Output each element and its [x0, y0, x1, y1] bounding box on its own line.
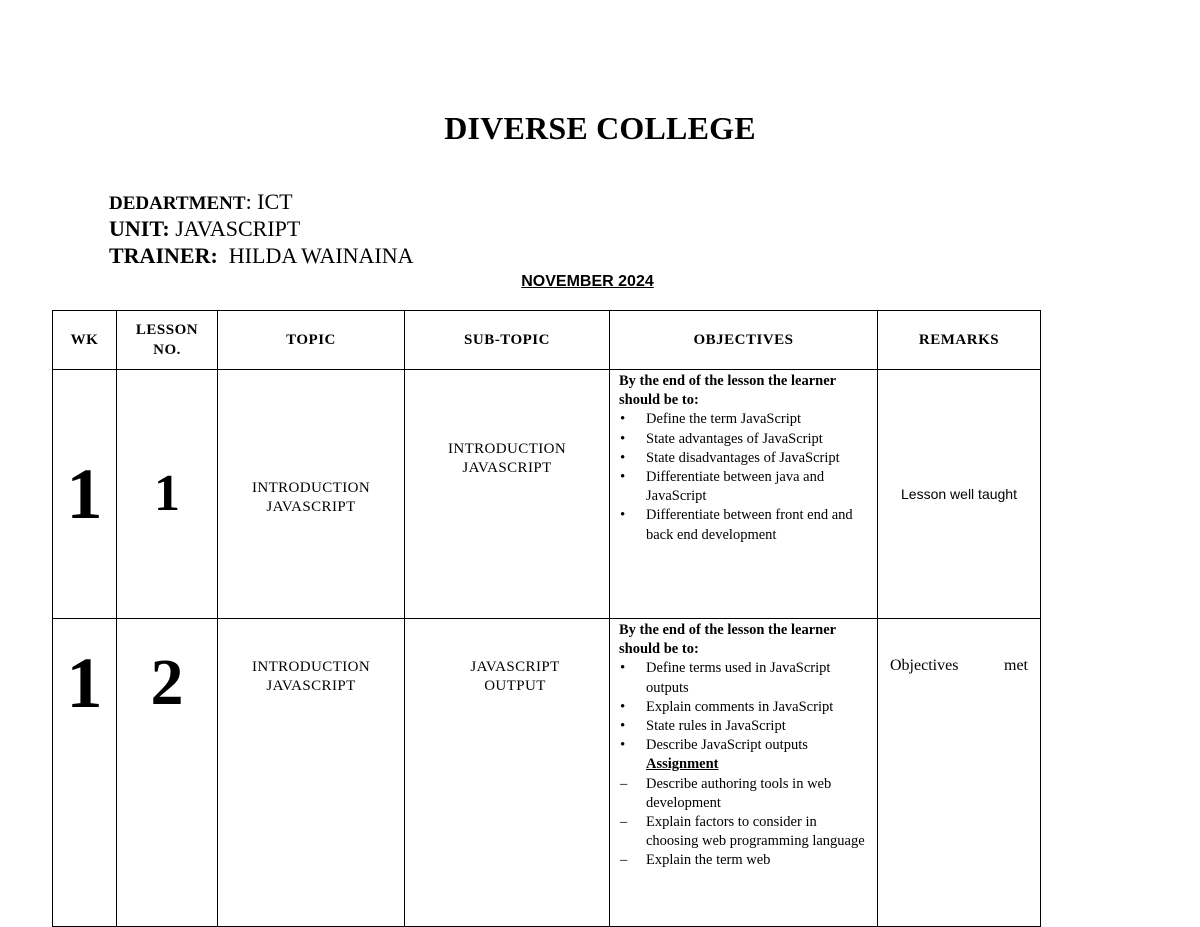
assignment-list	[619, 775, 869, 871]
objective-item: • Define the term JavaScript	[619, 410, 869, 429]
objectives-list	[619, 659, 869, 755]
trainer-value: HILDA WAINAINA	[217, 243, 414, 268]
remarks-word: met	[1004, 657, 1028, 674]
col-header-sub-topic: SUB-TOPIC	[405, 311, 610, 370]
table-row	[53, 370, 1041, 619]
assignment-item: – Explain factors to consider in choosing web programming language	[619, 813, 869, 851]
trainer-label: TRAINER:	[109, 243, 218, 268]
table-header-row	[53, 311, 1041, 370]
lesson-number-cell: 2	[117, 619, 218, 927]
objective-item: • State disadvantages of JavaScript	[619, 449, 869, 468]
department-line	[109, 189, 293, 217]
objective-item: • Differentiate between java and JavaScript	[619, 468, 869, 506]
objective-item: • State advantages of JavaScript	[619, 430, 869, 449]
objectives-intro: By the end of the lesson the learner should be to:	[619, 373, 836, 409]
topic-text: INTRODUCTION JAVASCRIPT	[251, 659, 371, 694]
objectives-cell	[610, 619, 878, 927]
college-title: DIVERSE COLLEGE	[444, 110, 756, 146]
objective-item: • Differentiate between front end and back end development	[619, 506, 869, 544]
table-row	[53, 619, 1041, 927]
week-cell: 1	[53, 619, 117, 927]
unit-value: JAVASCRIPT	[169, 216, 301, 241]
topic-text: INTRODUCTION JAVASCRIPT	[251, 480, 371, 515]
remarks-text	[890, 657, 1028, 675]
assignment-item: – Describe authoring tools in web development	[619, 775, 869, 813]
col-header-objectives: OBJECTIVES	[610, 311, 878, 370]
department-value: : ICT	[245, 189, 293, 214]
lesson-number-cell: 1	[117, 370, 218, 619]
col-header-wk: WK	[53, 311, 117, 370]
assignment-item: – Explain the term web	[619, 851, 869, 870]
col-header-remarks: REMARKS	[878, 311, 1041, 370]
remarks-cell: Lesson well taught	[878, 370, 1041, 619]
unit-label: UNIT:	[109, 216, 170, 241]
objectives-cell	[610, 370, 878, 619]
trainer-line	[109, 243, 414, 269]
objective-item: • State rules in JavaScript	[619, 717, 869, 736]
col-header-lesson-no-text: LESSON NO.	[135, 322, 199, 358]
remarks-cell	[878, 619, 1041, 927]
col-header-lesson-no	[117, 311, 218, 370]
sub-topic-cell	[405, 370, 610, 619]
col-header-topic: TOPIC	[218, 311, 405, 370]
sub-topic-text: INTRODUCTION JAVASCRIPT	[447, 441, 567, 476]
month-heading: NOVEMBER 2024	[521, 273, 654, 290]
lesson-plan-table	[52, 310, 1041, 927]
objectives-intro: By the end of the lesson the learner should be to:	[619, 622, 836, 658]
objective-item: • Explain comments in JavaScript	[619, 698, 869, 717]
objectives-list	[619, 410, 869, 544]
topic-cell	[218, 619, 405, 927]
sub-topic-cell	[405, 619, 610, 927]
topic-cell	[218, 370, 405, 619]
unit-line	[109, 216, 300, 242]
objective-item: • Define terms used in JavaScript outputs	[619, 659, 869, 697]
remarks-word: Objectives	[890, 657, 959, 674]
assignment-heading: Assignment	[646, 756, 719, 773]
department-label: DEDARTMENT	[109, 193, 246, 214]
objective-item: • Describe JavaScript outputs	[619, 736, 869, 755]
week-cell: 1	[53, 370, 117, 619]
sub-topic-text: JAVASCRIPT OUTPUT	[470, 659, 560, 694]
